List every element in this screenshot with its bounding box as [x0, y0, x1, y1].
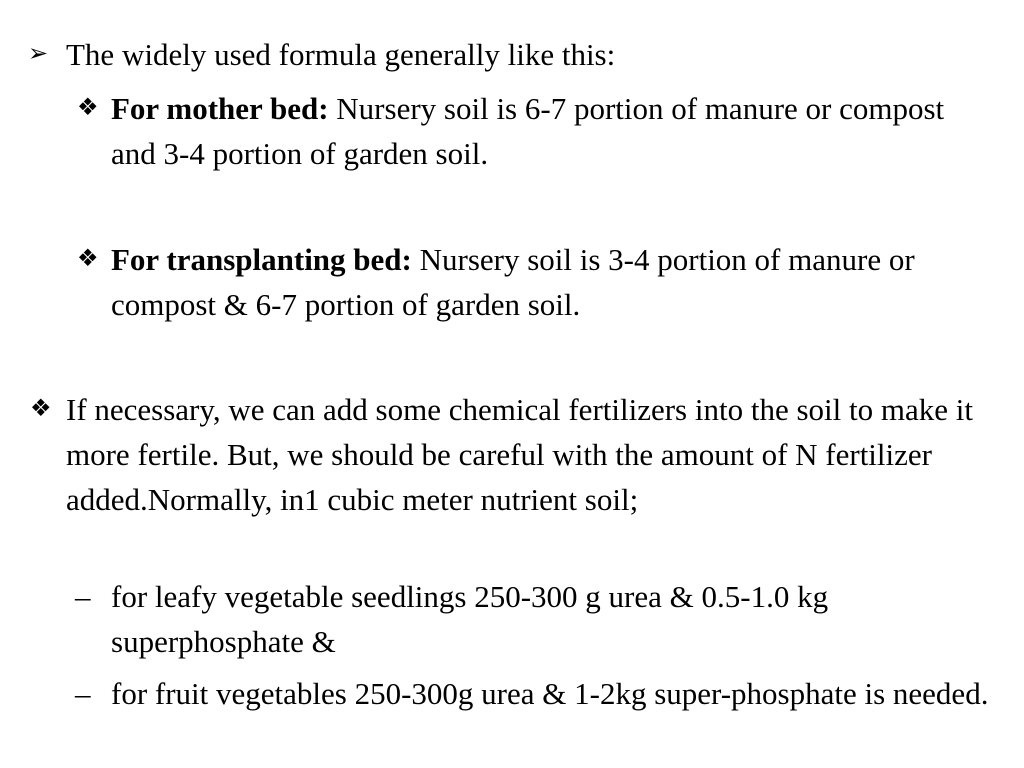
- bullet-text: The widely used formula generally like this:: [66, 37, 616, 72]
- bullet-text: for leafy vegetable seedlings 250-300 g urea & 0.5-1.0 kg superphosphate &: [111, 579, 829, 659]
- sub-bullet-fruit-vegetables: [75, 671, 991, 716]
- bullet-text: If necessary, we can add some chemical fertilizers into the soil to make it more fertile. But, we should be careful with the amount of N fertilizer added.Normally, in1 cubic meter nutrient soil;: [66, 392, 973, 517]
- bullet-text: [111, 86, 991, 176]
- bullet-item-formula-intro: [28, 32, 1006, 77]
- bullet-lead: For transplanting bed:: [111, 242, 412, 277]
- dash-bullet-icon: –: [75, 579, 91, 614]
- diamond-bullet-icon: ❖: [77, 246, 99, 272]
- bullet-item-transplanting-bed: [77, 237, 991, 327]
- diamond-bullet-icon: ❖: [77, 95, 99, 121]
- bullet-text: for fruit vegetables 250-300g urea & 1-2kg super-phosphate is needed.: [111, 676, 989, 711]
- bullet-item-mother-bed: [77, 86, 991, 176]
- bullet-body: Nursery soil is 6-7 portion of manure or compost and 3-4 portion of garden soil.: [111, 91, 945, 171]
- diamond-bullet-icon: ❖: [30, 396, 52, 422]
- bullet-body: Nursery soil is 3-4 portion of manure or compost & 6-7 portion of garden soil.: [111, 242, 915, 322]
- arrow-bullet-icon: ➢: [28, 41, 49, 67]
- bullet-lead: For mother bed:: [111, 91, 329, 126]
- dash-bullet-icon: –: [75, 676, 91, 711]
- sub-bullet-leafy-vegetables: [75, 574, 991, 664]
- bullet-text: [111, 237, 991, 327]
- bullet-item-chemical-fertilizers: [30, 387, 1006, 522]
